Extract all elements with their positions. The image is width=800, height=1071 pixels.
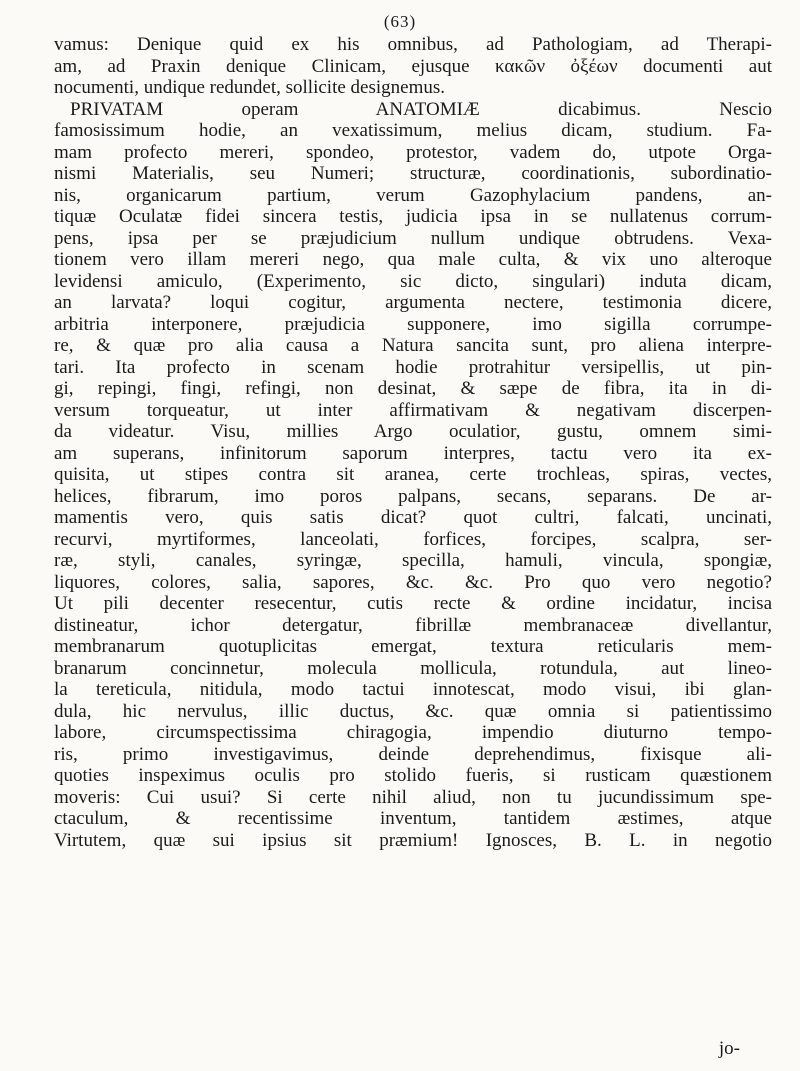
- text-line: membranarum quotuplicitas emergat, textura reticularis mem-: [54, 636, 772, 657]
- text-line: Virtutem, quæ sui ipsius sit præmium! Ignosces, B. L. in negotio: [54, 829, 772, 851]
- text-line: mam profecto mereri, spondeo, protestor, vadem do, utpote Orga-: [54, 141, 772, 163]
- text-line: ctaculum, & recentissime inventum, tantidem æstimes, atque: [54, 808, 772, 829]
- body-text: [54, 34, 772, 851]
- text-line: tionem vero illam mereri nego, qua male culta, & vix uno alteroque: [54, 249, 772, 270]
- page-number: (63): [383, 12, 417, 31]
- text-line: nis, organicarum partium, verum Gazophylacium pandens, an-: [54, 184, 772, 206]
- text-line: labore, circumspectissima chiragogia, impendio diuturno tempo-: [54, 722, 772, 743]
- text-line: mamentis vero, quis satis dicat? quot cultri, falcati, uncinati,: [54, 507, 772, 528]
- text-line: famosissimum hodie, an vexatissimum, melius dicam, studium. Fa-: [54, 120, 772, 141]
- text-line: la tereticula, nitidula, modo tactui innotescat, modo visui, ibi glan-: [54, 679, 772, 700]
- text-line: am superans, infinitorum saporum interpres, tactu vero ita ex-: [54, 442, 772, 464]
- text-line: nocumenti, undique redundet, sollicite designemus.: [54, 77, 446, 98]
- text-line: arbitria interponere, præjudicia supponere, imo sigilla corrumpe-: [54, 313, 772, 335]
- text-line: da videatur. Visu, millies Argo oculatior, gustu, omnem simi-: [54, 421, 772, 442]
- text-line: branarum concinnetur, molecula mollicula, rotundula, aut lineo-: [54, 657, 772, 679]
- text-line: distineatur, ichor detergatur, fibrillæ membranaceæ divellantur,: [54, 614, 772, 636]
- text-line: PRIVATAM operam ANATOMIÆ dicabimus. Nescio: [70, 98, 772, 120]
- catchword: jo-: [718, 1038, 740, 1059]
- text-line: an larvata? loqui cogitur, argumenta nectere, testimonia dicere,: [54, 292, 772, 313]
- text-line: quisita, ut stipes contra sit aranea, certe trochleas, spiras, vectes,: [54, 464, 772, 485]
- text-line: gi, repingi, fingi, refingi, non desinat, & sæpe de fibra, ita in di-: [54, 378, 772, 399]
- text-line: Ut pili decenter resecentur, cutis recte & ordine incidatur, incisa: [54, 593, 772, 614]
- text-line: vamus: Denique quid ex his omnibus, ad Pathologiam, ad Therapi-: [54, 34, 772, 55]
- text-line: nismi Materialis, seu Numeri; structuræ, coordinationis, subordinatio-: [54, 163, 772, 184]
- text-line: dula, hic nervulus, illic ductus, &c. quæ omnia si patientissimo: [54, 700, 772, 722]
- text-line: helices, fibrarum, imo poros palpans, secans, separans. De ar-: [54, 485, 772, 507]
- text-line: ris, primo investigavimus, deinde deprehendimus, fixisque ali-: [54, 743, 772, 765]
- text-line: quoties inspeximus oculis pro stolido fueris, si rusticam quæstionem: [54, 765, 772, 786]
- text-line: am, ad Praxin denique Clinicam, ejusque κακῶν ὀξέων documenti aut: [54, 55, 772, 77]
- text-line: levidensi amiculo, (Experimento, sic dicto, singulari) induta dicam,: [54, 270, 772, 292]
- text-line: tari. Ita profecto in scenam hodie protrahitur versipellis, ut pin-: [54, 356, 772, 378]
- text-line: ræ, styli, canales, syringæ, specilla, hamuli, vincula, spongiæ,: [54, 550, 772, 571]
- text-line: versum torqueatur, ut inter affirmativam & negativam discerpen-: [54, 399, 772, 421]
- text-line: moveris: Cui usui? Si certe nihil aliud, non tu jucundissimum spe-: [54, 786, 772, 808]
- text-line: pens, ipsa per se præjudicium nullum undique obtrudens. Vexa-: [54, 227, 772, 249]
- text-line: tiquæ Oculatæ fidei sincera testis, judicia ipsa in se nullatenus corrum-: [54, 206, 772, 227]
- text-line: recurvi, myrtiformes, lanceolati, forfices, forcipes, scalpra, ser-: [54, 528, 772, 550]
- text-line: re, & quæ pro alia causa a Natura sancita sunt, pro aliena interpre-: [54, 335, 772, 356]
- text-line: liquores, colores, salia, sapores, &c. &c. Pro quo vero negotio?: [54, 571, 772, 593]
